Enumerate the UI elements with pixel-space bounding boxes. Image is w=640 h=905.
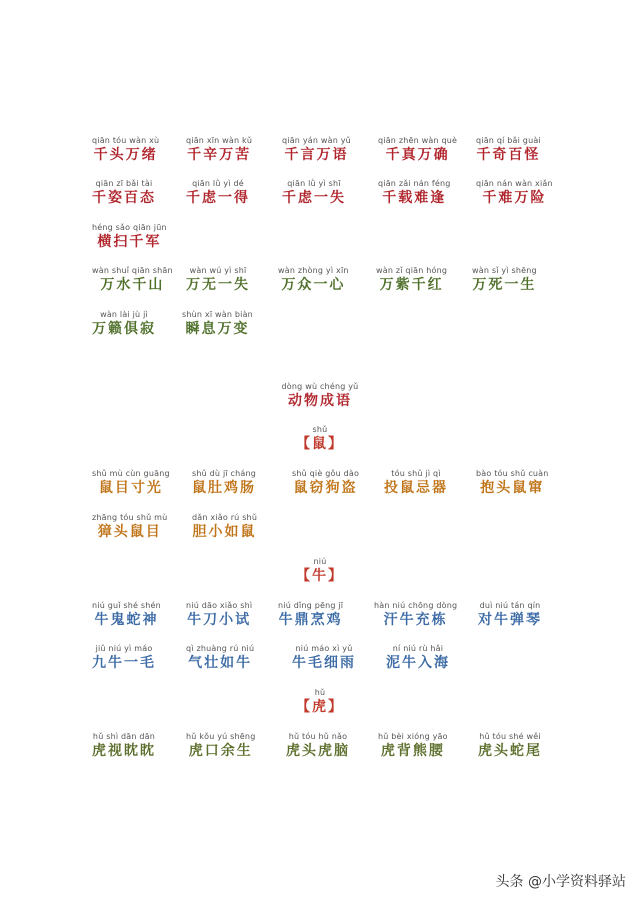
- idiom-text: 鼠目寸光: [98, 480, 163, 496]
- pinyin: shǔ dù jī cháng: [192, 469, 257, 478]
- idiom-text: 牛鼎烹鸡: [278, 612, 343, 628]
- idiom-niu-gui-she-shen: [92, 601, 161, 629]
- idiom-text: 千虑一失: [282, 190, 346, 206]
- idiom-wan-shui-qian-shan: [92, 266, 173, 294]
- section-title-niu: [0, 557, 640, 585]
- idiom-text: 气壮如牛: [188, 655, 253, 671]
- idiom-text: 九牛一毛: [92, 655, 156, 671]
- idiom-niu-mao-xi-yu: [292, 644, 356, 672]
- idiom-text: 横扫千军: [97, 234, 162, 250]
- idiom-text: 万无一失: [186, 277, 250, 293]
- idiom-zhang-tou-shu-mu: [92, 513, 167, 541]
- pinyin: qiān tóu wàn xù: [92, 136, 160, 145]
- pinyin: wàn zhòng yì xīn: [278, 266, 349, 275]
- idiom-text: 万水千山: [100, 277, 165, 293]
- idiom-text: 千难万险: [482, 190, 547, 206]
- idiom-hu-tou-she-wei: [478, 732, 542, 760]
- pinyin: zhāng tóu shǔ mù: [92, 513, 168, 522]
- idiom-hu-shi-dan-dan: [92, 732, 156, 760]
- idiom-text: 万紫千红: [379, 277, 444, 293]
- idiom-qian-nan-wan-xian: [476, 179, 553, 207]
- pinyin: tóu shǔ jì qì: [391, 469, 441, 478]
- idiom-shu-mu-cun-guang: [92, 469, 170, 497]
- idiom-hu-tou-hu-nao: [286, 732, 350, 760]
- idiom-shu-du-ji-chang: [192, 469, 256, 497]
- idiom-tou-shu-ji-qi: [384, 469, 448, 497]
- idiom-text: 泥牛入海: [386, 655, 450, 671]
- idiom-dan-xiao-ru-shu: [192, 513, 257, 541]
- idiom-hu-kou-yu-sheng: [186, 732, 255, 760]
- idiom-shu-qie-gou-dao: [292, 469, 359, 497]
- idiom-wan-zhong-yi-xin: [278, 266, 349, 294]
- idiom-qian-zai-nan-feng: [378, 179, 451, 207]
- idiom-niu-dao-xiao-shi: [186, 601, 252, 629]
- idiom-text: 万众一心: [281, 277, 346, 293]
- pinyin: wàn wú yì shī: [189, 266, 247, 275]
- animal-idioms-heading: [0, 382, 640, 410]
- idiom-text: 千奇百怪: [476, 147, 541, 163]
- pinyin: qiān xīn wàn kǔ: [186, 136, 253, 145]
- pinyin: wàn shuǐ qiān shān: [92, 266, 173, 275]
- idiom-text: 千载难逢: [382, 190, 447, 206]
- idiom-han-niu-chong-dong: [374, 601, 457, 629]
- idiom-text: 虎头蛇尾: [478, 743, 542, 759]
- idiom-qian-lv-yi-shi: [282, 179, 346, 207]
- idiom-text: 投鼠忌器: [384, 480, 448, 496]
- pinyin: shùn xī wàn biàn: [182, 310, 253, 319]
- section-text: 【虎】: [296, 699, 344, 715]
- pinyin: niú guǐ shé shén: [92, 601, 161, 610]
- pinyin: wàn zǐ qiān hóng: [376, 266, 448, 275]
- pinyin: niú máo xì yǔ: [295, 644, 353, 653]
- section-text: 【牛】: [296, 568, 344, 584]
- pinyin: shǔ mù cùn guāng: [92, 469, 170, 478]
- section-text: 【鼠】: [296, 436, 344, 452]
- pinyin: hǔ bèi xióng yāo: [378, 732, 448, 741]
- idiom-niu-ding-peng-ji: [278, 601, 343, 629]
- pinyin: shǔ qiè gǒu dào: [292, 469, 360, 478]
- pinyin: qiān lǜ yì shī: [287, 179, 341, 188]
- idiom-ni-niu-ru-hai: [386, 644, 450, 672]
- idiom-qian-qi-bai-guai: [476, 136, 541, 164]
- section-pinyin: shǔ: [312, 425, 328, 434]
- pinyin: qiān zī bǎi tài: [95, 179, 153, 188]
- pinyin: niú dāo xiǎo shì: [186, 601, 253, 610]
- idiom-qian-lv-yi-de: [186, 179, 250, 207]
- idiom-text: 抱头鼠窜: [480, 480, 545, 496]
- idiom-text: 牛毛细雨: [292, 655, 356, 671]
- pinyin: dǎn xiǎo rú shǔ: [192, 513, 258, 522]
- idiom-text: 万籁俱寂: [92, 321, 156, 337]
- idiom-text: 千辛万苦: [187, 147, 252, 163]
- idiom-text: 牛鬼蛇神: [94, 612, 159, 628]
- section-pinyin: hǔ: [314, 688, 326, 697]
- idiom-jiu-niu-yi-mao: [92, 644, 156, 672]
- pinyin: héng sǎo qiān jūn: [92, 223, 167, 232]
- pinyin: hǔ tóu hǔ nǎo: [288, 732, 348, 741]
- idiom-qian-tou-wan-xu: [92, 136, 159, 164]
- idiom-text: 汗牛充栋: [383, 612, 448, 628]
- idiom-qian-yan-wan-yu: [282, 136, 351, 164]
- idiom-dui-niu-tan-qin: [478, 601, 542, 629]
- heading-text: 动物成语: [288, 393, 352, 409]
- idiom-text: 虎视眈眈: [92, 743, 156, 759]
- idiom-wan-si-yi-sheng: [472, 266, 537, 294]
- pinyin: qiān zhēn wàn què: [378, 136, 458, 145]
- section-pinyin: niú: [313, 557, 327, 566]
- pinyin: niú dǐng pēng jī: [278, 601, 344, 610]
- idiom-text: 獐头鼠目: [97, 524, 162, 540]
- pinyin: wàn sǐ yì shēng: [472, 266, 537, 275]
- idiom-text: 千真万确: [385, 147, 450, 163]
- idiom-wan-wu-yi-shi: [186, 266, 250, 294]
- idiom-text: 对牛弹琴: [478, 612, 542, 628]
- section-title-shu: [0, 425, 640, 453]
- idiom-shun-xi-wan-bian: [182, 310, 253, 338]
- pinyin: hàn niú chōng dòng: [374, 601, 458, 610]
- idiom-text: 虎背熊腰: [380, 743, 445, 759]
- idiom-wan-lai-ju-ji: [92, 310, 156, 338]
- idiom-text: 千姿百态: [92, 190, 156, 206]
- pinyin: qiān qí bǎi guài: [476, 136, 541, 145]
- pinyin: qiān nán wàn xiǎn: [476, 179, 553, 188]
- idiom-text: 牛刀小试: [187, 612, 252, 628]
- idiom-qian-zi-bai-tai: [92, 179, 156, 207]
- idiom-text: 虎头虎脑: [286, 743, 350, 759]
- idiom-text: 万死一生: [472, 277, 537, 293]
- idiom-text: 虎口余生: [188, 743, 253, 759]
- watermark: 头条 @小学资料驿站: [495, 874, 626, 890]
- idiom-text: 胆小如鼠: [192, 524, 257, 540]
- pinyin: qiān lǜ yì dé: [192, 179, 244, 188]
- idiom-wan-zi-qian-hong: [376, 266, 447, 294]
- pinyin: duì niú tán qín: [479, 601, 541, 610]
- idiom-text: 千言万语: [284, 147, 349, 163]
- idiom-qian-xin-wan-ku: [186, 136, 252, 164]
- pinyin: ní niú rù hǎi: [392, 644, 444, 653]
- pinyin: hǔ shì dān dān: [92, 732, 156, 741]
- pinyin: hǔ kǒu yú shēng: [186, 732, 256, 741]
- idiom-bao-tou-shu-cuan: [476, 469, 549, 497]
- idiom-text: 瞬息万变: [185, 321, 250, 337]
- pinyin: qiān zǎi nán féng: [378, 179, 451, 188]
- idiom-hu-bei-xiong-yao: [378, 732, 448, 760]
- pinyin: qì zhuàng rú niú: [186, 644, 255, 653]
- idiom-text: 千头万绪: [93, 147, 158, 163]
- pinyin: jiǔ niú yì máo: [95, 644, 153, 653]
- idiom-text: 鼠窃狗盗: [293, 480, 358, 496]
- idiom-text: 鼠肚鸡肠: [192, 480, 257, 496]
- pinyin: hǔ tóu shé wěi: [479, 732, 541, 741]
- idiom-qi-zhuang-ru-niu: [186, 644, 254, 672]
- heading-pinyin: dòng wù chéng yǔ: [281, 382, 359, 391]
- idiom-heng-sao-qian-jun: [92, 223, 167, 251]
- idiom-qian-zhen-wan-que: [378, 136, 457, 164]
- idiom-text: 千虑一得: [186, 190, 250, 206]
- section-title-hu: [0, 688, 640, 716]
- pinyin: bào tóu shǔ cuàn: [476, 469, 549, 478]
- pinyin: qiān yán wàn yǔ: [282, 136, 351, 145]
- pinyin: wàn lài jù jì: [100, 310, 148, 319]
